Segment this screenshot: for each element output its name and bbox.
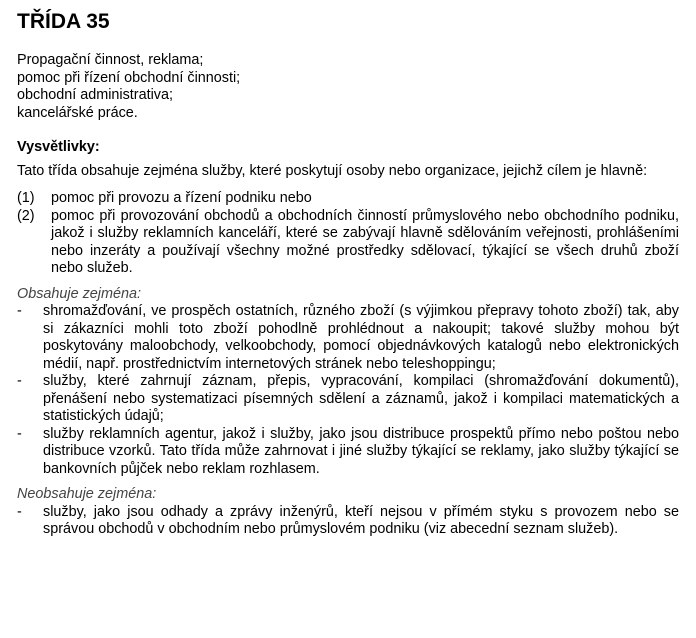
item-number: (2) [17, 207, 35, 224]
includes-label: Obsahuje zejména: [17, 285, 141, 302]
excludes-label: Neobsahuje zejména: [17, 486, 157, 502]
excludes-list [17, 504, 679, 539]
includes-item [17, 373, 679, 426]
class-title: TŘÍDA 35 [17, 10, 110, 33]
includes-list [17, 303, 679, 478]
includes-item [17, 426, 679, 479]
item-text: shromažďování, ve prospěch ostatních, různého zboží (s výjimkou přepravy tohoto zboží) tak, aby si zákazníci mohli toto zboží pohodlně prohlédnout a nakoupit; takové služby mohou být poskytovány maloobchody, velkoobchody, pomocí objednávkových katalogů nebo elektronických médií, např. prostřednictvím internetových stránek nebo teleshoppingu; [43, 303, 679, 372]
item-text: služby reklamních agentur, jakož i služby, jako jsou distribuce prospektů přímo nebo poštou nebo distribuce vzorků. Tato třída může zahrnovat i jiné služby týkající se reklamy, jako služby týkající se bankovních půjček nebo reklam rozhlasem. [43, 425, 679, 477]
item-text: pomoc při provozu a řízení podniku nebo [51, 190, 312, 206]
item-dash: - [17, 303, 22, 319]
excludes-item [17, 504, 679, 539]
explanations-heading: Vysvětlivky: [17, 139, 100, 155]
item-number: (1) [17, 190, 35, 206]
summary-line: obchodní administrativa; [17, 87, 173, 103]
item-dash: - [17, 425, 22, 442]
numbered-item [17, 208, 679, 278]
summary-line: pomoc při řízení obchodní činnosti; [17, 69, 241, 86]
numbered-list [17, 190, 679, 278]
item-dash: - [17, 503, 22, 520]
includes-item [17, 303, 679, 373]
item-text: pomoc při provozování obchodů a obchodních činností průmyslového nebo obchodního podniku, jakož i služby reklamních kanceláří, které se zabývají hlavně sdělováním veřejnosti, prohlášeními nebo inzeráty a používají všechny možné prostředky sdělovací, týkající se všech druhů zboží nebo služeb. [51, 207, 679, 276]
intro-paragraph: Tato třída obsahuje zejména služby, které poskytují osoby nebo organizace, jejichž cílem je hlavně: [17, 162, 648, 179]
item-text: služby, které zahrnují záznam, přepis, vypracování, kompilaci (shromažďování dokumentů), přenášení nebo systematizaci písemných sdělení a záznamů, jakož i kompilaci matematických a statistických údajů; [43, 373, 679, 424]
class-summary [17, 52, 679, 122]
summary-line: kancelářské práce. [17, 104, 138, 121]
summary-line: Propagační činnost, reklama; [17, 52, 204, 68]
numbered-item [17, 190, 679, 208]
item-dash: - [17, 373, 22, 389]
item-text: služby, jako jsou odhady a zprávy inženýrů, kteří nejsou v přímém styku s provozem nebo se správou obchodů v obchodním nebo průmyslovém podniku (viz abecední seznam služeb). [43, 503, 679, 537]
